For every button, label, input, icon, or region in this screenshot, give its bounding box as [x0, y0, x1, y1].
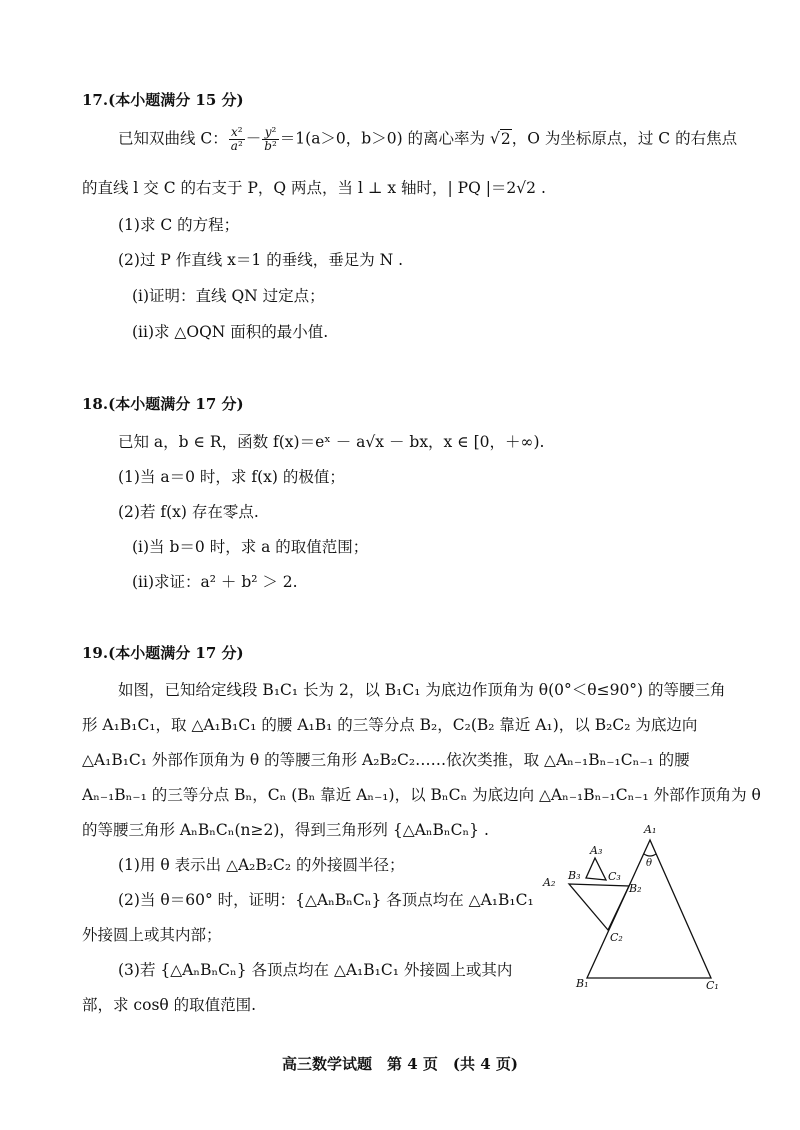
q19-part2: (2)当 θ＝60° 时，证明：{△AₙBₙCₙ} 各顶点均在 △A₁B₁C₁: [118, 891, 534, 909]
q18-part2-i: (i)当 b＝0 时，求 a 的取值范围；: [132, 538, 369, 556]
q17-line1-c: ，O 为坐标原点，过 C 的右焦点: [511, 129, 738, 148]
q19-part1: (1)用 θ 表示出 △A₂B₂C₂ 的外接圆半径；: [118, 856, 405, 874]
q19-line2: 形 A₁B₁C₁，取 △A₁B₁C₁ 的腰 A₁B₁ 的三等分点 B₂，C₂(B₂ 靠近 A₁)，以 B₂C₂ 为底边向: [82, 716, 698, 734]
triangle-a3b3c3: [586, 858, 606, 880]
theta-arc: [644, 854, 656, 856]
label-a3: A₃: [590, 844, 603, 857]
q19-line3: △A₁B₁C₁ 外部作顶角为 θ 的等腰三角形 A₂B₂C₂……依次类推，取 △Aₙ₋₁Bₙ₋₁Cₙ₋₁ 的腰: [82, 751, 690, 769]
label-a1: A₁: [644, 823, 657, 836]
label-b1: B₁: [576, 977, 589, 990]
triangle-sequence-figure: [540, 815, 730, 990]
q17-line1-a: 已知双曲线 C：: [118, 129, 228, 148]
label-c2: C₂: [610, 931, 623, 944]
q18-line1: 已知 a，b ∈ R，函数 f(x)＝eˣ － a√x － bx，x ∈ [0，＋∞).: [118, 433, 545, 451]
q17-part2: (2)过 P 作直线 x＝1 的垂线，垂足为 N .: [118, 251, 404, 269]
frac-y2-b2: $\frac{\text{y²}}{\text{b²}}$: [264, 125, 277, 153]
label-a2: A₂: [543, 876, 556, 889]
frac-x2-a2: $\frac{\text{x²}}{\text{a²}}$: [230, 125, 243, 153]
q19-header: 19.(本小题满分 17 分): [82, 644, 244, 662]
q17-header: 17.(本小题满分 15 分): [82, 91, 244, 109]
label-c1: C₁: [706, 979, 719, 990]
label-b3: B₃: [568, 869, 581, 882]
q19-part2-cont: 外接圆上或其内部；: [82, 926, 222, 944]
q17-line1: 已知双曲线 C： $\frac{\text{x²}}{\text{a²}}$ － $\frac{\text{y²}}{\text{b²}}$ ＝1(a＞0，b＞0) 的离心率为 √2，O 为坐标原点，过 C 的右焦点: [118, 125, 738, 153]
q17-part1: (1)求 C 的方程；: [118, 216, 240, 234]
q17-line2: 的直线 l 交 C 的右支于 P，Q 两点，当 l ⊥ x 轴时，| PQ |＝2√2 .: [82, 179, 546, 197]
label-theta: θ: [646, 858, 653, 869]
label-b2: B₂: [629, 882, 642, 895]
q19-line1: 如图，已知给定线段 B₁C₁ 长为 2，以 B₁C₁ 为底边作顶角为 θ(0°＜θ≤90°) 的等腰三角: [118, 681, 726, 699]
q19-part3: (3)若 {△AₙBₙCₙ} 各顶点均在 △A₁B₁C₁ 外接圆上或其内: [118, 961, 513, 979]
q18-header: 18.(本小题满分 17 分): [82, 395, 244, 413]
label-c3: C₃: [608, 870, 621, 883]
q17-part2-i: (i)证明：直线 QN 过定点；: [132, 287, 325, 305]
q17-part2-ii: (ii)求 △OQN 面积的最小值.: [132, 323, 329, 341]
q17-line1-b: ＝1(a＞0，b＞0) 的离心率为: [279, 129, 486, 148]
q19-line4: Aₙ₋₁Bₙ₋₁ 的三等分点 Bₙ，Cₙ (Bₙ 靠近 Aₙ₋₁)，以 BₙCₙ 为底边向 △Aₙ₋₁Bₙ₋₁Cₙ₋₁ 外部作顶角为 θ: [82, 786, 761, 804]
page-footer: 高三数学试题 第 4 页 (共 4 页): [282, 1055, 518, 1073]
q19-line5: 的等腰三角形 AₙBₙCₙ(n≥2)，得到三角形列 {△AₙBₙCₙ} .: [82, 821, 489, 839]
q18-part1: (1)当 a＝0 时，求 f(x) 的极值；: [118, 468, 345, 486]
q18-part2-ii: (ii)求证：a² ＋ b² ＞ 2.: [132, 573, 298, 591]
q19-part3-cont: 部，求 cosθ 的取值范围.: [82, 996, 257, 1014]
q18-part2: (2)若 f(x) 存在零点.: [118, 503, 259, 521]
